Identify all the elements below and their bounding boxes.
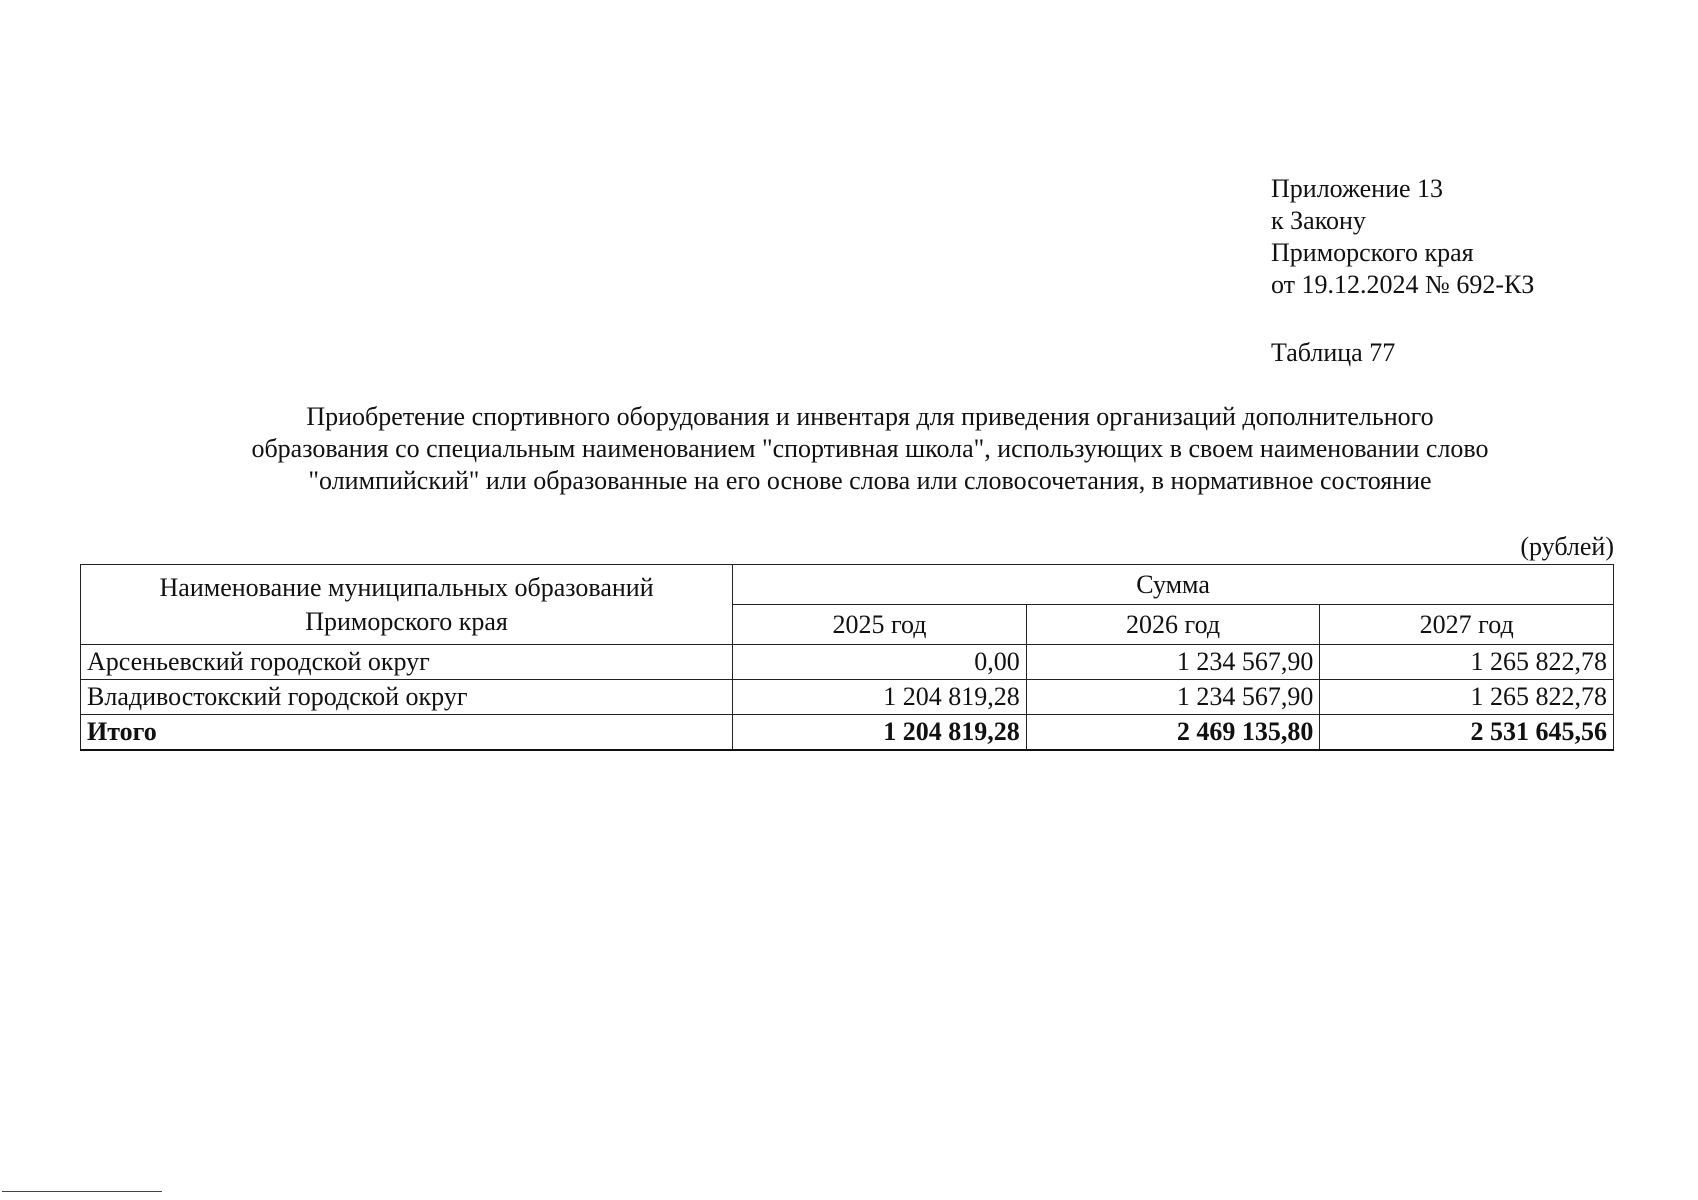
- appendix-line-3: Приморского края: [1271, 238, 1474, 267]
- appendix-line-4: от 19.12.2024 № 692-КЗ: [1271, 270, 1535, 299]
- appendix-line-2: к Закону: [1271, 206, 1366, 235]
- row-name: Арсеньевский городской округ: [81, 645, 733, 680]
- column-header-2025: 2025 год: [733, 605, 1027, 645]
- header-row: [81, 565, 1614, 605]
- row-value-2025: 0,00: [733, 645, 1027, 680]
- units-label: (рублей): [1520, 532, 1614, 561]
- column-header-name: [81, 565, 733, 645]
- table-row: [81, 680, 1614, 715]
- total-value-2025: 1 204 819,28: [733, 715, 1027, 751]
- row-value-2027: 1 265 822,78: [1320, 680, 1614, 715]
- column-header-name-line-2: Приморского края: [305, 606, 508, 636]
- column-header-2027: 2027 год: [1320, 605, 1614, 645]
- row-value-2026: 1 234 567,90: [1026, 680, 1320, 715]
- title-line-2: образования со специальным наименованием "спортивная школа", использующих в своем наименовании слово: [251, 434, 1489, 463]
- total-value-2027: 2 531 645,56: [1320, 715, 1614, 751]
- row-value-2026: 1 234 567,90: [1026, 645, 1320, 680]
- title-line-3: "олимпийский" или образованные на его основе слова или словосочетания, в нормативное состояние: [308, 466, 1432, 495]
- column-header-sum: Сумма: [733, 565, 1614, 605]
- total-value-2026: 2 469 135,80: [1026, 715, 1320, 751]
- row-name: Владивостокский городской округ: [81, 680, 733, 715]
- total-row: [81, 715, 1614, 751]
- column-header-name-line-1: Наименование муниципальных образований: [159, 572, 654, 602]
- appendix-block: [1271, 173, 1534, 301]
- document-title: [100, 401, 1640, 497]
- footnote-divider: [2, 1191, 162, 1192]
- table-number: Таблица 77: [1271, 338, 1396, 367]
- row-value-2027: 1 265 822,78: [1320, 645, 1614, 680]
- table-row: [81, 645, 1614, 680]
- title-line-1: Приобретение спортивного оборудования и инвентаря для приведения организаций дополнительного: [306, 402, 1434, 431]
- row-value-2025: 1 204 819,28: [733, 680, 1027, 715]
- total-label: Итого: [81, 715, 733, 751]
- column-header-2026: 2026 год: [1026, 605, 1320, 645]
- budget-table: [80, 564, 1614, 751]
- appendix-line-1: Приложение 13: [1271, 174, 1444, 203]
